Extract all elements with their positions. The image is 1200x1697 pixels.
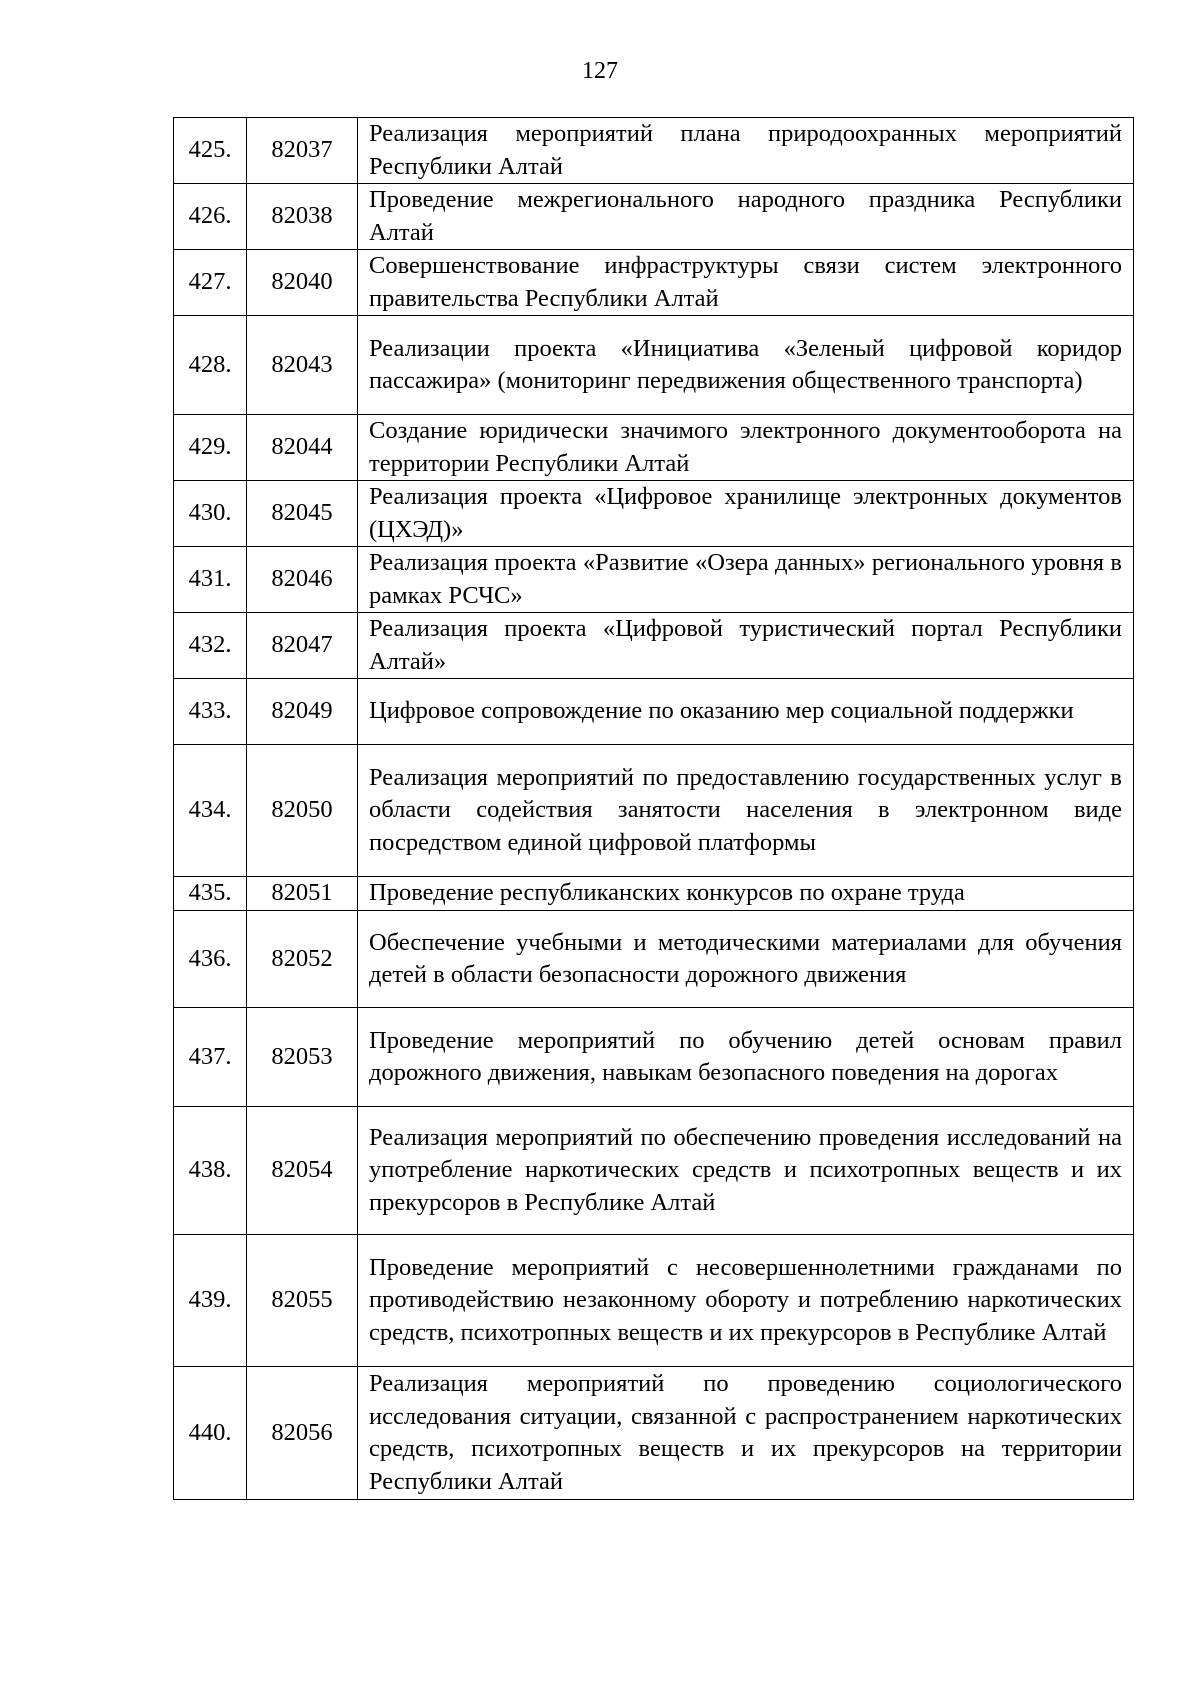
row-number: 426. [174,184,247,250]
row-code: 82038 [247,184,358,250]
row-number: 429. [174,415,247,481]
row-number: 428. [174,316,247,415]
row-code: 82046 [247,547,358,613]
row-number: 431. [174,547,247,613]
row-number: 433. [174,679,247,745]
row-description: Реализация мероприятий плана природоохранных мероприятий Республики Алтай [358,118,1134,184]
row-code: 82054 [247,1107,358,1235]
row-code: 82053 [247,1008,358,1107]
row-description: Проведение межрегионального народного праздника Республики Алтай [358,184,1134,250]
row-code: 82044 [247,415,358,481]
table-row [174,481,1134,547]
row-description: Совершенствование инфраструктуры связи систем электронного правительства Республики Алтай [358,250,1134,316]
row-description: Проведение мероприятий с несовершеннолетними гражданами по противодействию незаконному обороту и потреблению наркотических средств, психотропных веществ и их прекурсоров в Республике Алтай [358,1235,1134,1367]
row-code: 82040 [247,250,358,316]
row-code: 82055 [247,1235,358,1367]
row-number: 434. [174,745,247,877]
row-code: 82037 [247,118,358,184]
row-number: 440. [174,1367,247,1500]
page-number: 127 [582,58,618,84]
table-row [174,184,1134,250]
row-number: 432. [174,613,247,679]
row-description: Реализация мероприятий по проведению социологического исследования ситуации, связанной с распространением наркотических средств, психотропных веществ и их прекурсоров на территории Республики Алтай [358,1367,1134,1500]
row-number: 439. [174,1235,247,1367]
row-number: 435. [174,877,247,911]
row-code: 82056 [247,1367,358,1500]
table-row [174,1107,1134,1235]
table-row [174,877,1134,911]
row-description: Проведение республиканских конкурсов по охране труда [358,877,1134,911]
row-description: Реализация проекта «Развитие «Озера данных» регионального уровня в рамках РСЧС» [358,547,1134,613]
row-code: 82049 [247,679,358,745]
row-number: 436. [174,911,247,1008]
row-description: Проведение мероприятий по обучению детей основам правил дорожного движения, навыкам безопасного поведения на дорогах [358,1008,1134,1107]
row-description: Реализация мероприятий по обеспечению проведения исследований на употребление наркотических средств и психотропных веществ и их прекурсоров в Республике Алтай [358,1107,1134,1235]
row-number: 425. [174,118,247,184]
row-number: 438. [174,1107,247,1235]
table-row [174,250,1134,316]
table-row [174,316,1134,415]
table-row [174,613,1134,679]
row-code: 82050 [247,745,358,877]
row-description: Реализация проекта «Цифровой туристический портал Республики Алтай» [358,613,1134,679]
codes-table-body [174,118,1134,1500]
row-code: 82047 [247,613,358,679]
table-row [174,1235,1134,1367]
row-code: 82043 [247,316,358,415]
row-description: Реализация мероприятий по предоставлению государственных услуг в области содействия занятости населения в электронном виде посредством единой цифровой платформы [358,745,1134,877]
row-code: 82052 [247,911,358,1008]
row-code: 82051 [247,877,358,911]
row-number: 430. [174,481,247,547]
table-row [174,118,1134,184]
row-description: Реализации проекта «Инициатива «Зеленый цифровой коридор пассажира» (мониторинг передвижения общественного транспорта) [358,316,1134,415]
row-number: 427. [174,250,247,316]
table-row [174,679,1134,745]
row-description: Реализация проекта «Цифровое хранилище электронных документов (ЦХЭД)» [358,481,1134,547]
table-row [174,415,1134,481]
table-row [174,547,1134,613]
row-code: 82045 [247,481,358,547]
codes-table [173,117,1134,1500]
table-row [174,911,1134,1008]
row-number: 437. [174,1008,247,1107]
table-row [174,745,1134,877]
table-row [174,1008,1134,1107]
row-description: Создание юридически значимого электронного документооборота на территории Республики Алтай [358,415,1134,481]
row-description: Цифровое сопровождение по оказанию мер социальной поддержки [358,679,1134,745]
table-row [174,1367,1134,1500]
row-description: Обеспечение учебными и методическими материалами для обучения детей в области безопасности дорожного движения [358,911,1134,1008]
